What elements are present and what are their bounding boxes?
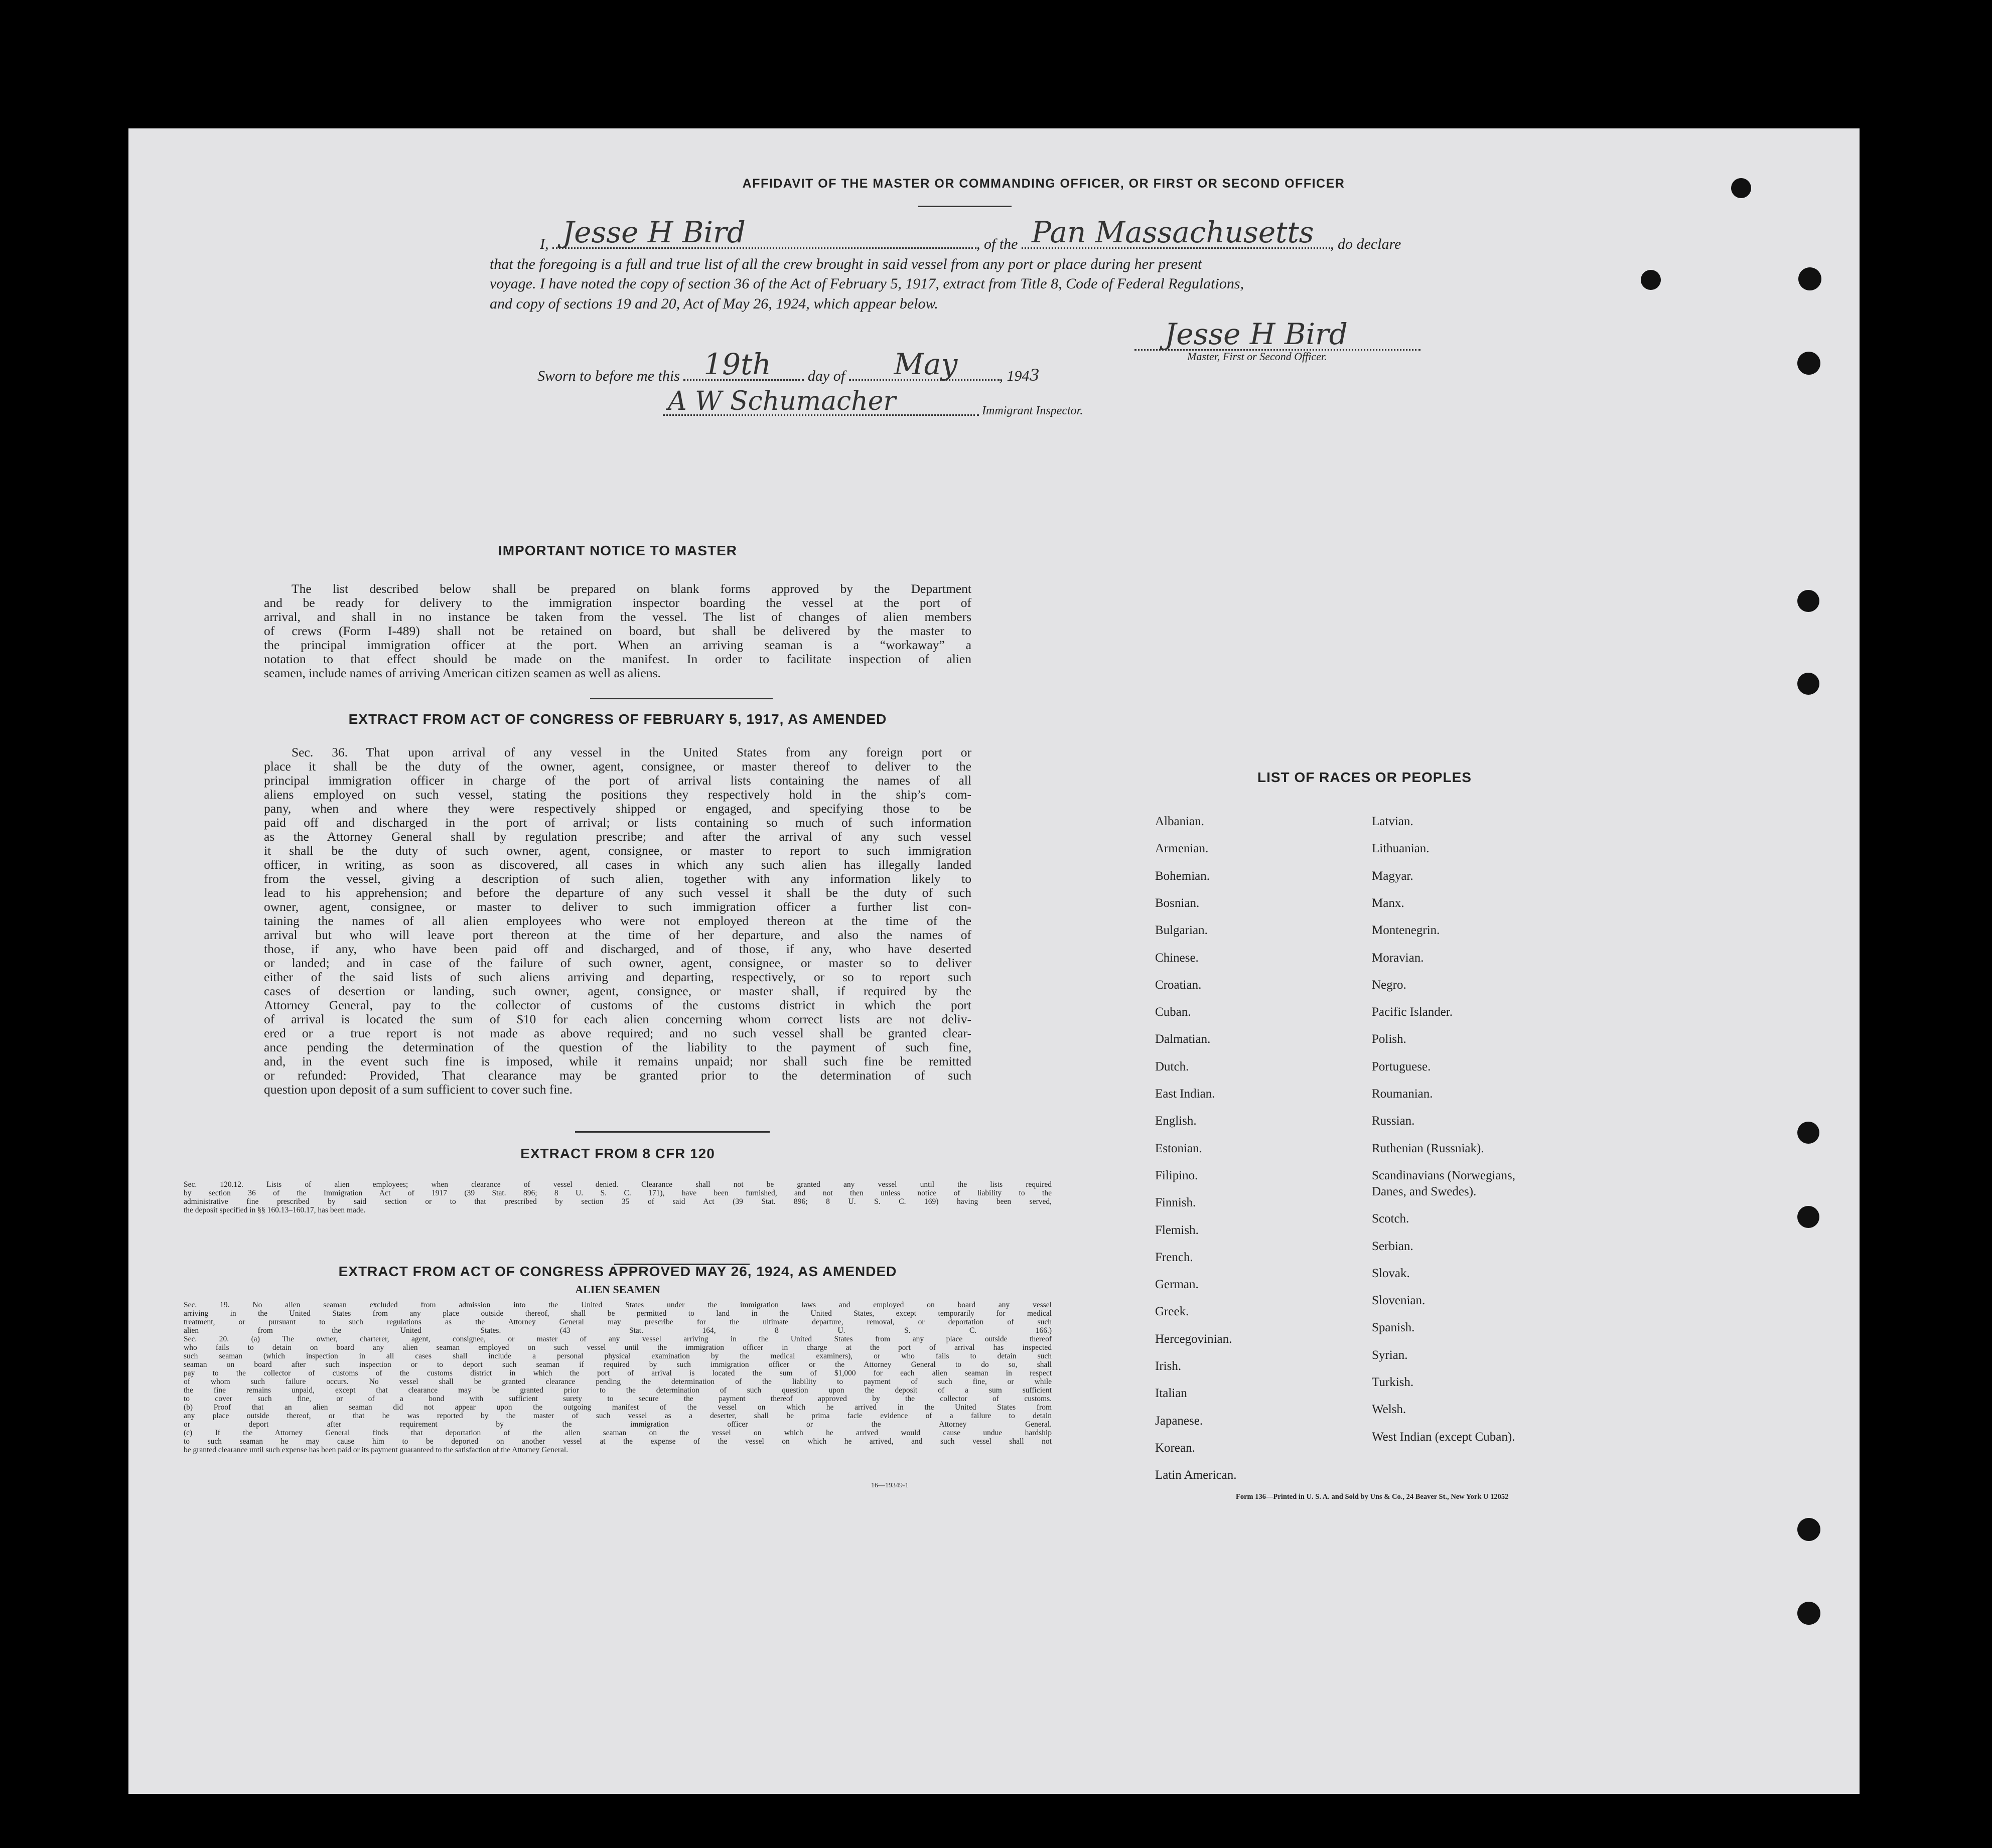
sworn-line <box>537 347 1040 385</box>
race-item: Filipino. <box>1155 1168 1198 1182</box>
race-item: Bohemian. <box>1155 869 1210 883</box>
race-item: Bulgarian. <box>1155 923 1208 938</box>
race-item: Portuguese. <box>1372 1059 1431 1073</box>
i-label: I, <box>540 236 549 252</box>
text-line: taining the names of all alien employees who were not employed thereon at the time of the <box>264 913 971 928</box>
form-number: 16—19349-1 <box>871 1482 909 1489</box>
binder-hole <box>1797 1518 1820 1541</box>
inspector-signature-field <box>663 386 979 416</box>
year-suffix-handwriting: 3 <box>1029 366 1040 385</box>
notice-body <box>264 582 971 680</box>
race-item: Negro. <box>1372 978 1406 992</box>
race-item: Magyar. <box>1372 869 1413 883</box>
affidavit-line-2: that the foregoing is a full and true list of all the crew brought in said vessel from any port or place during her present <box>490 256 1202 272</box>
master-name-handwriting: Jesse H Bird <box>562 215 746 249</box>
affidavit-line-4: and copy of sections 19 and 20, Act of May 26, 1924, which appear below. <box>490 295 938 312</box>
text-line: those, if any, who have been paid off and discharged, and of those, if any, who have deserted <box>264 942 971 956</box>
race-item: French. <box>1155 1250 1193 1264</box>
race-item: East Indian. <box>1155 1087 1215 1101</box>
race-item: Spanish. <box>1372 1321 1415 1335</box>
text-line: notation to that effect should be made on the manifest. In order to facilitate inspection of alien <box>264 652 971 666</box>
affidavit-title: AFFIDAVIT OF THE MASTER OR COMMANDING OFFICER, OR FIRST OR SECOND OFFICER <box>742 177 1345 191</box>
race-item: Slovenian. <box>1372 1294 1426 1308</box>
affidavit-declaration-line <box>540 215 1401 253</box>
sworn-month-handwriting: May <box>894 347 958 381</box>
race-item: Albanian. <box>1155 815 1204 828</box>
text-line: Attorney General, pay to the collector of customs of the customs district in which the port <box>264 998 971 1012</box>
text-line: question upon deposit of a sum sufficient to cover such fine. <box>264 1082 573 1097</box>
text-line: of crews (Form I-489) shall not be retained on board, but shall be delivered by the master to <box>264 624 971 638</box>
text-line: by section 36 of the Immigration Act of 1917 (39 Stat. 896; 8 U. S. C. 171), have been furnished, and not then unless notice of liability to the <box>184 1189 1052 1197</box>
text-line: administrative fine prescribed by said section or to that prescribed by section 35 of said Act (39 Stat. 896; 8 U. S. C. 169) having been served, <box>184 1197 1052 1206</box>
race-item: Welsh. <box>1372 1403 1406 1417</box>
text-line: Sec. 19. No alien seaman excluded from admission into the United States under the immigration laws and employed on board any vessel <box>184 1301 1052 1309</box>
race-item: Armenian. <box>1155 842 1209 856</box>
race-item: English. <box>1155 1114 1197 1128</box>
of-the-label: , of the <box>976 236 1018 252</box>
race-item: Flemish. <box>1155 1223 1199 1237</box>
binder-hole <box>1797 1122 1819 1144</box>
race-item: Cuban. <box>1155 1005 1191 1019</box>
text-line: or refunded: Provided, That clearance may be granted prior to the determination of such <box>264 1068 971 1083</box>
race-item: Scandinavians (Norwegians, <box>1372 1168 1516 1182</box>
section-rule <box>590 698 773 699</box>
master-signature-field <box>1134 317 1420 351</box>
vessel-name-field <box>1022 215 1330 249</box>
section-rule <box>575 1131 770 1133</box>
sworn-day-handwriting: 19th <box>703 347 771 381</box>
races-heading: LIST OF RACES OR PEOPLES <box>1257 769 1472 785</box>
text-line: The list described below shall be prepared on blank forms approved by the Department <box>292 581 971 596</box>
text-line: of arrival is located the sum of $10 for each alien concerning whom correct lists are not deliv- <box>264 1012 971 1026</box>
race-item: Croatian. <box>1155 978 1202 992</box>
binder-hole <box>1797 352 1820 375</box>
race-item: Slovak. <box>1372 1266 1410 1280</box>
text-line: ance pending the determination of the question of the liability to the payment of such fine, <box>264 1040 971 1054</box>
sworn-day-field <box>683 347 804 381</box>
race-item: Italian <box>1155 1387 1187 1401</box>
text-line: alien from the United States. (43 Stat. 164, 8 U. S. C. 166.) <box>184 1326 1052 1335</box>
text-line: ered or a true report is not made as above required; and no such vessel shall be granted clear- <box>264 1026 971 1040</box>
extract-1917-body <box>264 745 971 1097</box>
text-line: the principal immigration officer at the port. When an arriving seaman is a “workaway” a <box>264 638 971 652</box>
extract-1917-heading: EXTRACT FROM ACT OF CONGRESS OF FEBRUARY 5, 1917, AS AMENDED <box>348 711 887 727</box>
text-line: arriving in the United States from any place outside thereof, shall be permitted to land in the United States, except temporarily for medical <box>184 1309 1052 1318</box>
race-item: Hercegovinian. <box>1155 1332 1232 1346</box>
text-line: seamen, include names of arriving American citizen seamen as well as aliens. <box>264 666 661 680</box>
text-line: as the Attorney General shall by regulation prescribe; and after the arrival of any such vessel <box>264 829 971 844</box>
text-line: from the vessel, giving a description of such alien, together with any information likely to <box>264 871 971 886</box>
race-item: Scotch. <box>1372 1212 1409 1226</box>
race-item: Russian. <box>1372 1114 1415 1128</box>
race-item: Greek. <box>1155 1305 1189 1319</box>
race-item: Japanese. <box>1155 1414 1203 1428</box>
text-line: seaman on board after such inspection or to deport such seaman if required by such immigration officer or the Attorney General to do so, shall <box>184 1360 1052 1369</box>
text-line: of whom such failure occurs. No vessel shall be granted clearance pending the determination of the liability to payment of such fine, or while <box>184 1377 1052 1386</box>
master-signature-block <box>1134 319 1420 364</box>
text-line: arrival, and shall in no instance be taken from the vessel. The list of changes of alien members <box>264 609 971 624</box>
text-line: arrival but who will leave port thereon at the time of her departure, and also the names of <box>264 928 971 942</box>
race-item: Korean. <box>1155 1441 1195 1455</box>
text-line: officer, in writing, as soon as discovered, all cases in which any such alien has illegally landed <box>264 857 971 872</box>
text-line: or landed; and in case of the failure of such owner, agent, consignee, or master so to deliver <box>264 956 971 970</box>
binder-hole <box>1797 673 1819 695</box>
text-line: to such seaman he may cause him to be deported on another vessel at the expense of the vessel on which he arrived, and such vessel shall not <box>184 1437 1052 1446</box>
binder-hole <box>1731 178 1751 198</box>
race-item: Bosnian. <box>1155 896 1200 910</box>
text-line: (b) Proof that an alien seaman did not appear upon the outgoing manifest of the vessel on which he arrived in the United States from <box>184 1403 1052 1412</box>
text-line: place it shall be the duty of the owner, agent, consignee, or master thereof to deliver to the <box>264 759 971 774</box>
race-item: Dalmatian. <box>1155 1032 1211 1046</box>
inspector-caption: Immigrant Inspector. <box>982 404 1083 417</box>
inspector-signature-block <box>663 386 1140 424</box>
race-item: Latin American. <box>1155 1468 1237 1482</box>
text-line: and, in the event such fine is imposed, while it remains unpaid; nor shall such fine be remitted <box>264 1054 971 1068</box>
year-prefix: , 194 <box>999 368 1030 384</box>
race-item: Chinese. <box>1155 951 1199 965</box>
text-line: who fails to detain on board any alien seaman employed on such vessel until the immigration officer in charge at the port of arrival has inspected <box>184 1343 1052 1352</box>
master-name-field <box>552 215 976 249</box>
inspector-signature-handwriting: A W Schumacher <box>668 386 896 416</box>
text-line: owner, agent, consignee, or master to deliver to such immigration officer a further list con- <box>264 899 971 914</box>
binder-hole <box>1797 1206 1819 1228</box>
text-line: lead to his apprehension; and before the departure of any such vessel it shall be the duty of such <box>264 885 971 900</box>
text-line: Sec. 36. That upon arrival of any vessel in the United States from any foreign port or <box>292 745 971 759</box>
day-of-label: day of <box>807 368 845 384</box>
race-item: Estonian. <box>1155 1141 1202 1155</box>
race-item: West Indian (except Cuban). <box>1372 1430 1515 1444</box>
sworn-month-field <box>849 347 1000 381</box>
text-line: the deposit specified in §§ 160.13–160.17, has been made. <box>184 1206 366 1214</box>
text-line: the fine remains unpaid, except that clearance may be granted prior to the determination of such question upon the deposit of a sum sufficient <box>184 1386 1052 1395</box>
binder-hole <box>1797 1602 1820 1625</box>
race-item: Manx. <box>1372 896 1404 910</box>
race-item: Moravian. <box>1372 951 1424 965</box>
text-line: pany, when and where they were respectively shipped or engaged, and specifying those to be <box>264 801 971 816</box>
text-line: treatment, or pursuant to such regulations as the Attorney General may prescribe for the ultimate departure, removal, or deportation of such <box>184 1318 1052 1326</box>
race-item: Irish. <box>1155 1359 1182 1373</box>
notice-heading: IMPORTANT NOTICE TO MASTER <box>498 543 738 558</box>
extract-1924-heading: EXTRACT FROM ACT OF CONGRESS APPROVED MAY 26, 1924, AS AMENDED <box>338 1264 897 1279</box>
text-line: and be ready for delivery to the immigration inspector boarding the vessel at the port of <box>264 595 971 610</box>
text-line: paid off and discharged in the port of arrival; or lists containing so much of such information <box>264 815 971 830</box>
race-item: Serbian. <box>1372 1239 1413 1253</box>
text-line: (c) If the Attorney General finds that deportation of the alien seaman on the vessel on which he arrived would cause undue hardship <box>184 1429 1052 1437</box>
race-item: Dutch. <box>1155 1059 1189 1073</box>
race-item: Polish. <box>1372 1032 1406 1046</box>
sworn-label: Sworn to before me this <box>537 368 680 384</box>
race-item: Roumanian. <box>1372 1087 1433 1101</box>
race-item: Finnish. <box>1155 1196 1196 1210</box>
text-line: such seaman (which inspection in all cases shall include a personal physical examination by the medical examiners), or who fails to detain such <box>184 1352 1052 1360</box>
text-line: be granted clearance until such expense has been paid or its payment guaranteed to the satisfaction of the Attorney General. <box>184 1446 568 1454</box>
text-line: or deport after requirement by the immigration officer or the Attorney General. <box>184 1420 1052 1429</box>
binder-hole <box>1797 590 1819 612</box>
extract-cfr-body <box>184 1181 1052 1215</box>
race-item: Danes, and Swedes). <box>1372 1184 1477 1198</box>
text-line: cases of desertion or landing, such owner, agent, consignee, or master shall, if required by the <box>264 984 971 998</box>
extract-1924-subheading: ALIEN SEAMEN <box>575 1283 660 1296</box>
text-line: principal immigration officer in charge of the port of arrival lists containing the names of all <box>264 773 971 788</box>
text-line: pay to the collector of customs of the customs district in which the port of arrival is located the sum of $1,000 for each alien seaman in respect <box>184 1369 1052 1377</box>
text-line: Sec. 120.12. Lists of alien employees; when clearance of vessel denied. Clearance shall not be granted any vessel until the lists required <box>184 1180 1052 1189</box>
title-rule <box>918 206 1012 207</box>
text-line: to cover such fine, or of a bond with sufficient surety to secure the payment thereof approved by the collector of customs. <box>184 1395 1052 1403</box>
document-page <box>128 128 1860 1794</box>
extract-cfr-heading: EXTRACT FROM 8 CFR 120 <box>520 1146 715 1161</box>
race-item: Lithuanian. <box>1372 842 1430 856</box>
text-line: any place outside thereof, or that he was reported by the master of such vessel as a deserter, shall be prima facie evidence of a failure to detain <box>184 1412 1052 1420</box>
race-item: Ruthenian (Russniak). <box>1372 1141 1484 1155</box>
affidavit-line-3: voyage. I have noted the copy of section 36 of the Act of February 5, 1917, extract from Title 8, Code of Federal Regulations, <box>490 275 1244 292</box>
race-item: Pacific Islander. <box>1372 1005 1453 1019</box>
vessel-name-handwriting: Pan Massachusetts <box>1032 215 1314 249</box>
text-line: it shall be the duty of such owner, agent, consignee, or master to report to such immigration <box>264 843 971 858</box>
race-item: German. <box>1155 1278 1199 1292</box>
form-footer: Form 136—Printed in U. S. A. and Sold by Uns & Co., 24 Beaver St., New York U 12052 <box>1236 1493 1509 1501</box>
text-line: Sec. 20. (a) The owner, charterer, agent, consignee, or master of any vessel arriving in the United States from any place outside thereof <box>184 1335 1052 1343</box>
extract-1924-body <box>184 1301 1052 1455</box>
race-item: Turkish. <box>1372 1375 1414 1389</box>
binder-hole <box>1798 267 1821 290</box>
race-item: Latvian. <box>1372 815 1413 828</box>
text-line: either of the said lists of such aliens arriving and departing, respectively, or so to report such <box>264 970 971 984</box>
race-item: Montenegrin. <box>1372 923 1440 938</box>
text-line: aliens employed on such vessel, stating the positions they respectively hold in the ship’s com- <box>264 787 971 802</box>
master-signature-handwriting: Jesse H Bird <box>1165 317 1348 351</box>
do-declare-label: , do declare <box>1330 236 1401 252</box>
race-item: Syrian. <box>1372 1348 1408 1362</box>
master-caption: Master, First or Second Officer. <box>1187 350 1327 363</box>
binder-hole <box>1641 270 1661 290</box>
